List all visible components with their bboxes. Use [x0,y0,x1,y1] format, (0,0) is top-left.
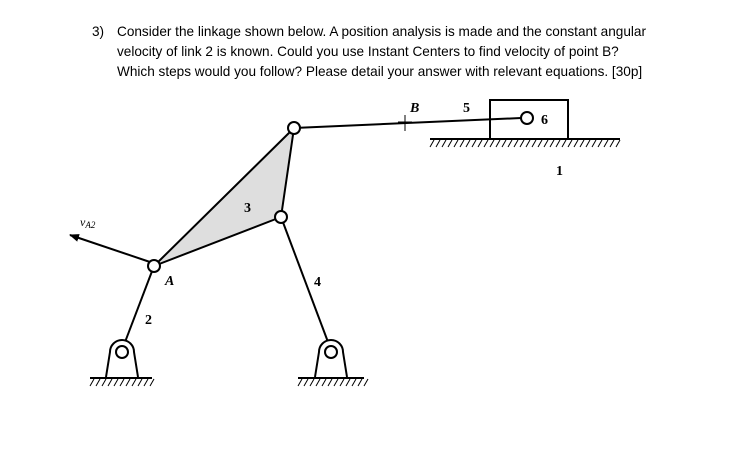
link-5 [294,118,521,128]
link-2 [122,266,154,350]
label-velocity-a2 [80,215,96,230]
joint-c [288,122,300,134]
label-link-6: 6 [541,113,548,128]
question-line-3: Which steps would you follow? Please detail your answer with relevant equations. [30p] [117,64,643,79]
label-velocity-subscript: A2 [85,220,96,230]
label-link-2: 2 [145,313,152,328]
question-number: 3) [92,24,105,39]
question-line-1: Consider the linkage shown below. A position analysis is made and the constant angular [117,24,646,39]
label-velocity-base: v [80,215,86,229]
link-4 [281,217,331,350]
joint-a [148,260,160,272]
ground-rail [430,139,620,147]
ground-pivot-right [298,340,368,386]
link-3 [154,128,294,266]
label-link-4: 4 [314,275,321,290]
label-link-1: 1 [556,164,563,179]
velocity-vector-arrow [70,235,150,262]
joint-d [275,211,287,223]
ground-pivot-left [90,340,154,386]
slider-pin [521,112,533,124]
label-link-5: 5 [463,101,470,116]
label-point-a: A [165,274,175,289]
question-line-2: velocity of link 2 is known. Could you use Instant Centers to find velocity of point B? [117,44,619,59]
label-point-b: B [410,101,420,116]
label-link-3: 3 [244,201,251,216]
